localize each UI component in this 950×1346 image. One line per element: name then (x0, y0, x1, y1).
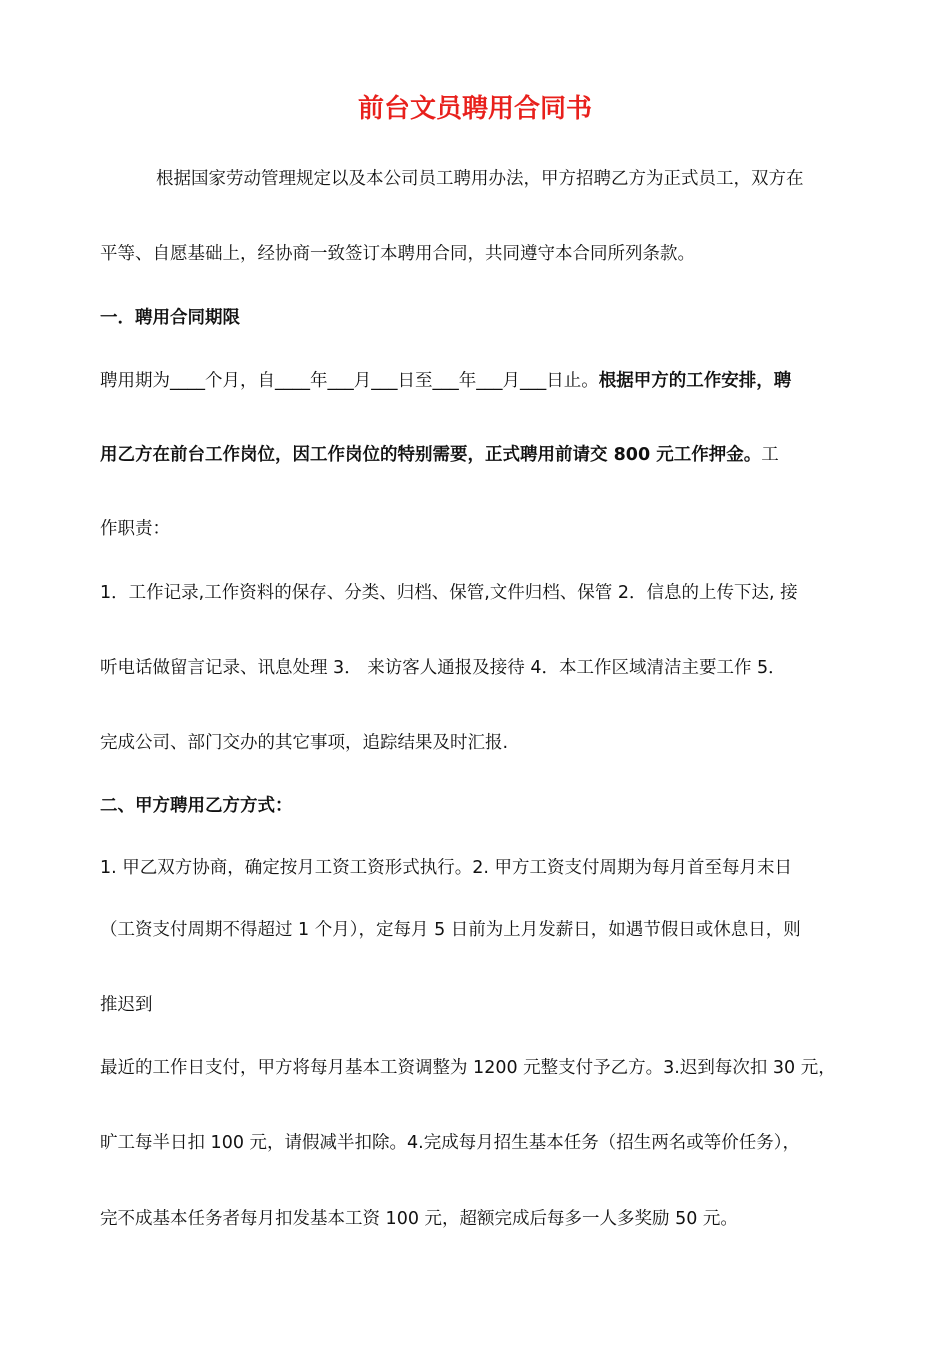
duties-line-2: 听电话做留言记录、讯息处理 3． 来访客人通报及接待 4．本工作区域清洁主要工作 5． (100, 658, 786, 678)
term-line (100, 373, 791, 391)
section2-line-4: 最近的工作日支付，甲方将每月基本工资调整为 1200 元整支付予乙方。3.迟到每次扣 30 元， (100, 1058, 836, 1078)
intro-line-1: 根据国家劳动管理规定以及本公司员工聘用办法，甲方招聘乙方为正式员工，双方在 (156, 169, 804, 189)
term-line-bold: 根据甲方的工作安排，聘 (598, 371, 792, 391)
deposit-line-bold: 用乙方在前台工作岗位，因工作岗位的特别需要，正式聘用前请交 800 元工作押金。 (100, 445, 762, 465)
term-line-plain: 聘用期为____个月，自____年___月___日至___年___月___日止。 (100, 371, 599, 391)
section2-line-5: 旷工每半日扣 100 元，请假减半扣除。4.完成每月招生基本任务（招生两名或等价任务）， (100, 1133, 800, 1153)
section2-line-3: 推迟到 (100, 995, 153, 1015)
section2-line-1: 1. 甲乙双方协商，确定按月工资工资形式执行。2. 甲方工资支付周期为每月首至每月末日 (100, 858, 793, 878)
intro-line-2: 平等、自愿基础上，经协商一致签订本聘用合同，共同遵守本合同所列条款。 (100, 244, 695, 264)
section1-heading: 一．聘用合同期限 (100, 308, 240, 328)
section2-heading: 二、甲方聘用乙方方式： (100, 796, 293, 816)
duties-line-1: 1．工作记录,工作资料的保存、分类、归档、保管,文件归档、保管 2．信息的上传下达, 接 (100, 583, 798, 603)
document-title: 前台文员聘用合同书 (357, 94, 592, 124)
section2-line-6: 完不成基本任务者每月扣发基本工资 100 元，超额完成后每多一人多奖励 50 元。 (100, 1209, 738, 1229)
duties-line-3: 完成公司、部门交办的其它事项，追踪结果及时汇报. (100, 733, 509, 753)
duties-label: 作职责： (100, 519, 170, 539)
section2-line-2: （工资支付周期不得超过 1 个月），定每月 5 日前为上月发薪日，如遇节假日或休息日，则 (100, 920, 801, 940)
deposit-line-plain: 工 (761, 445, 779, 465)
deposit-line (100, 447, 779, 465)
